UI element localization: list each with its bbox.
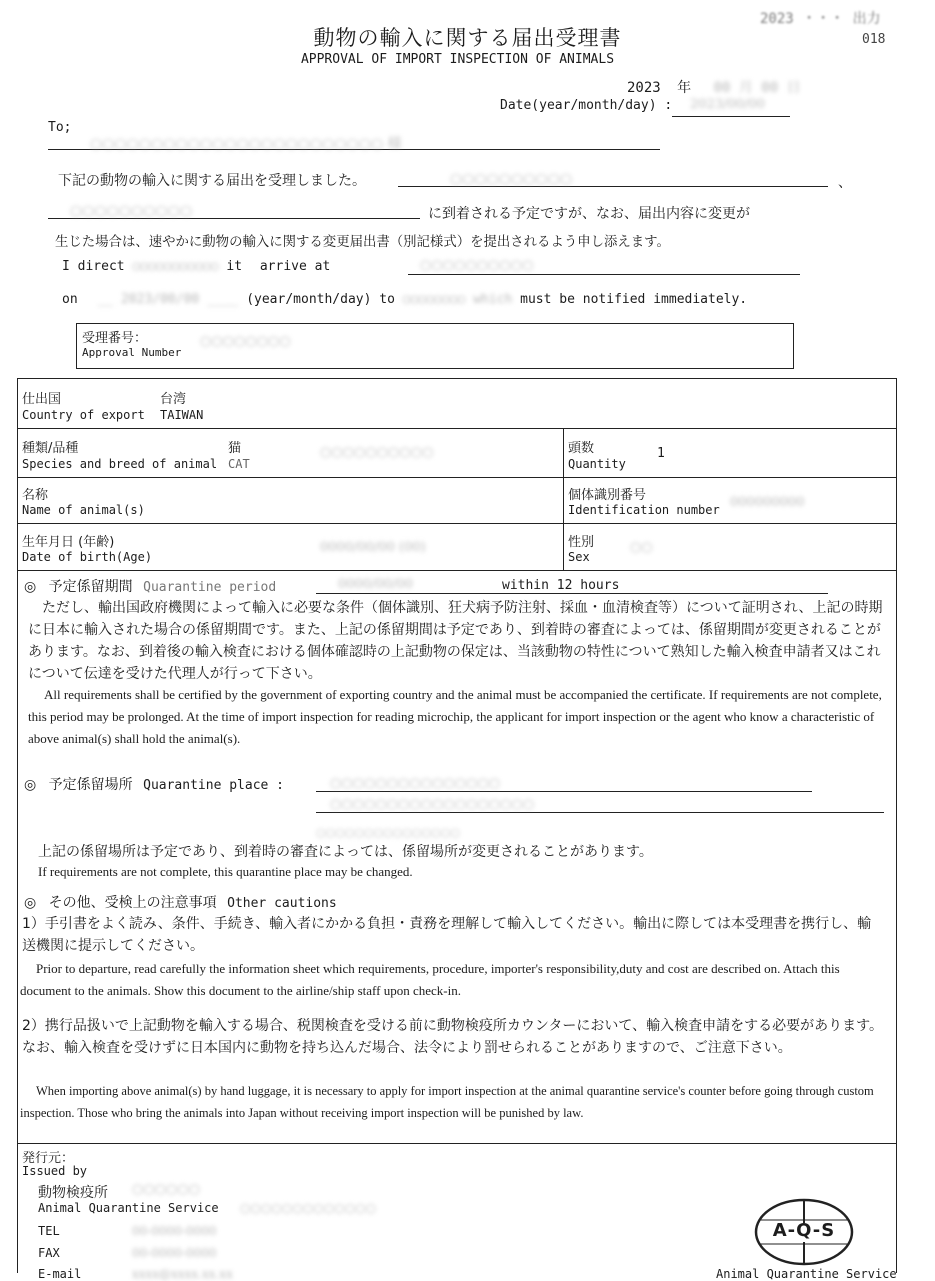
date-label: Date(year/month/day) : (500, 98, 673, 113)
print-stamp-bottom: 018 (862, 32, 886, 47)
caution-1-jp: 1）手引書をよく読み、条件、手続き、輸入者にかかる負担・責務を理解して輸入してください。輸出に際しては本受理書を携行し、輸送機関に提示してください。 (22, 916, 872, 954)
redacted-line4: ○○○○○○○○○○○ (132, 259, 219, 274)
issuer-office-jp: 動物検疫所 (38, 1185, 108, 1201)
species-value-jp: 猫 (228, 441, 242, 456)
quantity-value: 1 (657, 446, 665, 461)
species-label-en: Species and breed of animal (22, 457, 218, 471)
redacted-fax: 00-0000-0000 (132, 1246, 217, 1260)
export-value-en: TAIWAN (160, 408, 204, 422)
redacted-approval-number: ○○○○○○○○ (200, 334, 291, 349)
intro-line1: 下記の動物の輸入に関する届出を受理しました。 (58, 173, 366, 189)
period-body-en: All requirements shall be certified by the government of exporting country and the animal must be accompanied the certificate. If requirements are not complete, this period may be prolonged. At the time of import inspection for reading microchip, the applicant for import inspection or the agent who know a characteristic of above animal(s) shall hold the animal(s). (28, 687, 882, 746)
line4-a: I direct (62, 259, 125, 274)
redacted-line2: ○○○○○○○○○○ (70, 203, 193, 219)
intro-line4 (62, 259, 330, 274)
redacted-tel: 00-0000-0000 (132, 1224, 217, 1238)
place-label-en: Quarantine place : (143, 778, 285, 793)
place-label-jp: 予定係留場所 (48, 777, 133, 793)
export-label-jp: 仕出国 (22, 392, 62, 407)
line5-a: on (62, 292, 78, 307)
name-label-en: Name of animal(s) (22, 503, 145, 517)
place-underline-2 (316, 812, 884, 813)
document-title-en: APPROVAL OF IMPORT INSPECTION OF ANIMALS (300, 52, 615, 67)
export-label-en: Country of export (22, 408, 145, 422)
fax-label: FAX (38, 1246, 60, 1260)
bullet-icon: ◎ (24, 579, 37, 595)
issuer-label-jp: 発行元： (22, 1151, 75, 1166)
row-divider-3 (17, 523, 897, 524)
quarantine-period-heading (24, 576, 276, 596)
approval-label-en: Approval Number (82, 346, 182, 359)
line5-b: (year/month/day) to (246, 292, 395, 307)
quarantine-place-heading (24, 774, 284, 794)
sex-label-jp: 性別 (568, 535, 595, 550)
redacted-month-day: 00 月 00 日 (713, 80, 801, 96)
redacted-email: xxxx@xxxx.xx.xx (132, 1267, 233, 1281)
dob-label-en: Date of birth(Age) (22, 550, 153, 564)
quantity-label-jp: 頭数 (568, 441, 595, 456)
line4-c: arrive at (259, 259, 331, 274)
redacted-branch: ○○○○○○○○○○○○○ (240, 1201, 377, 1215)
document-title-jp: 動物の輸入に関する届出受理書 (313, 26, 622, 50)
place-note-en: If requirements are not complete, this quarantine place may be changed. (38, 864, 413, 879)
redacted-office: ○○○○○○ (132, 1182, 201, 1197)
period-value: within 12 hours (502, 578, 620, 593)
redacted-breed: ○○○○○○○○○○ (320, 445, 434, 460)
name-label-jp: 名称 (22, 488, 49, 503)
issue-year (627, 77, 801, 97)
cautions-heading (24, 892, 337, 912)
redacted-addressee: ○○○○○○○○○○○○○○○○○○○○○○○○ 様 (90, 136, 402, 152)
row-divider-2 (17, 477, 897, 478)
period-label-en: Quarantine period (143, 580, 277, 595)
issuer-divider (17, 1143, 897, 1144)
species-label-jp: 種類/品種 (22, 441, 79, 456)
aqs-logo-text: A-Q-S (772, 1220, 836, 1241)
footer-organization: Animal Quarantine Service (716, 1267, 897, 1281)
period-label-jp: 予定係留期間 (48, 579, 133, 595)
redacted-place-2: ○○○○○○○○○○○○○○○○○○ (330, 797, 535, 812)
aqs-logo-icon (752, 1196, 856, 1268)
intro-line5 (62, 292, 747, 307)
period-body-jp: ただし、輸出国政府機関によって輸入に必要な条件（個体識別、狂犬病予防注射、採血・血清検査等）について証明され、上記の時期に日本に輸入された場合の係留期間です。また、上記の係留期間は予定であり、到着時の審査によっては、係留期間が変更されることがあります。なお、到着後の輸入検査における個体確認時の上記動物の保定は、当該動物の特性について熟知した輸入検査申請者又はこれについて伝達を受けた代理人が行って下さい。 (28, 600, 883, 682)
tel-label: TEL (38, 1224, 60, 1238)
print-stamp-suffix: 出力 (852, 11, 881, 27)
id-label-en: Identification number (568, 503, 720, 517)
period-underline (316, 593, 828, 594)
print-stamp-top: 2023 ・・・ 出力 (760, 11, 881, 27)
comma: 、 (838, 175, 852, 191)
year-unit: 年 (677, 80, 692, 96)
redacted-line5: ○○○○○○○○ which (402, 292, 513, 307)
sex-label-en: Sex (568, 550, 590, 564)
dob-label-jp: 生年月日 (年齢) (22, 535, 115, 550)
column-divider (563, 428, 564, 570)
caution-2-en: When importing above animal(s) by hand luggage, it is necessary to apply for import inspection at the animal quarantine service's counter before going through custom inspection. Those who bring the animals into Japan without receiving import inspection will be punished by law. (20, 1084, 874, 1120)
issuer-label-en: Issued by (22, 1164, 88, 1178)
bullet-icon: ◎ (24, 895, 37, 911)
date-underline (672, 116, 790, 117)
caution-2-jp: 2）携行品扱いで上記動物を輸入する場合、税関検査を受ける前に動物検疫所カウンターにおいて、輸入検査申請をする必要があります。なお、輸入検査を受けずに日本国内に動物を持ち込んだ場合、法令により罰せられることがありますので、ご注意下さい。 (22, 1018, 883, 1056)
cautions-label-jp: その他、受検上の注意事項 (48, 895, 217, 911)
email-label: E-mail (38, 1267, 82, 1281)
place-underline-1 (316, 791, 812, 792)
bullet-icon: ◎ (24, 777, 37, 793)
issuer-office-en: Animal Quarantine Service (38, 1201, 219, 1215)
redacted-place-3: ○○○○○○○○○○○○○○○ (316, 826, 460, 839)
redacted-date: 2023/00/00 (690, 97, 765, 112)
redacted-arrive: ○○○○○○○○○○ (420, 258, 534, 273)
intro-line3: 生じた場合は、速やかに動物の輸入に関する変更届出書（別記様式）を提出されるよう申し添えます。 (55, 235, 670, 250)
quantity-label-en: Quantity (568, 457, 626, 471)
redacted-period-date: 0000/00/00 (338, 577, 413, 592)
row-divider-1 (17, 428, 897, 429)
line4-b: it (226, 259, 243, 274)
export-value-jp: 台湾 (160, 392, 187, 407)
intro-line4-underline (408, 274, 800, 275)
line5-c: must be notified immediately. (520, 292, 748, 307)
approval-number-box (76, 323, 794, 369)
place-note-jp: 上記の係留場所は予定であり、到着時の審査によっては、係留場所が変更されることがあります。 (38, 844, 653, 860)
redacted-line5-date: __ 2023/00/00 ____ (97, 292, 239, 307)
to-label: To; (48, 120, 72, 135)
row-divider-4 (17, 570, 897, 571)
caution-1-en: Prior to departure, read carefully the information sheet which requirements, procedure, importer's responsibility,duty and cost are described on. Attach this document to the animals. Show this document to the airline/ship staff upon check-in. (20, 961, 840, 998)
redacted-sex: ○○ (630, 540, 653, 555)
redacted-id-number: 000000000 (730, 495, 805, 510)
approval-label-jp: 受理番号： (82, 331, 148, 346)
year-value: 2023 (627, 80, 661, 96)
redacted-place: ○○○○○○○○○○○○○○○ (330, 776, 501, 791)
print-stamp-year: 2023 (760, 11, 794, 27)
cautions-label-en: Other cautions (227, 896, 337, 911)
id-label-jp: 個体識別番号 (568, 488, 647, 503)
redacted-line1: ○○○○○○○○○○ (450, 171, 573, 187)
redacted-dob: 0000/00/00 (00) (320, 540, 426, 555)
species-value-en: CAT (228, 457, 250, 471)
intro-line2: に到着される予定ですが、なお、届出内容に変更が (428, 206, 750, 222)
